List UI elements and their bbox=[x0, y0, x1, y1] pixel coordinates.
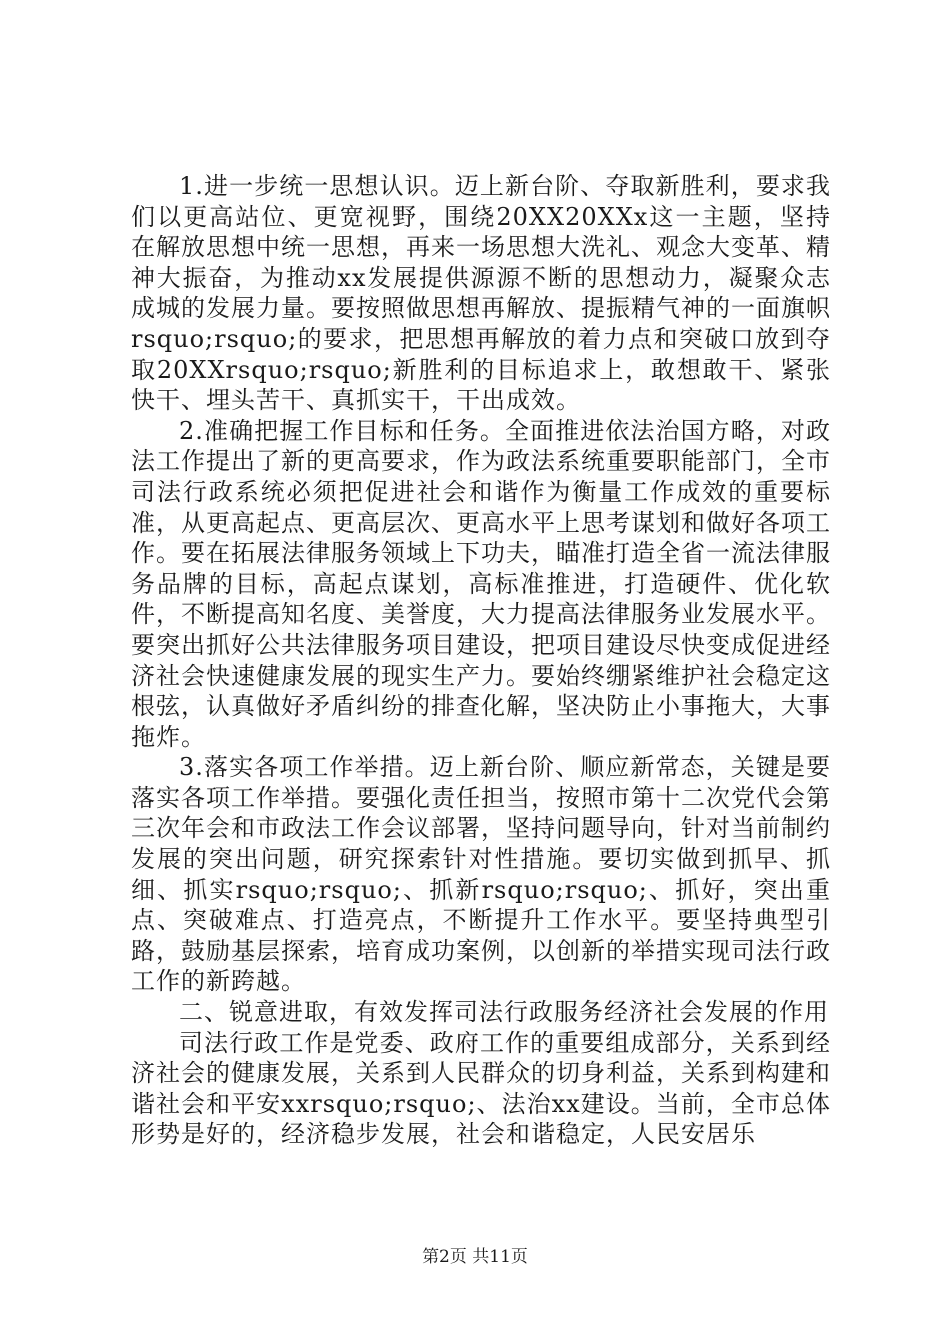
paragraph-3: 3.落实各项工作举措。迈上新台阶、顺应新常态，关键是要落实各项工作举措。要强化责任担当，按照市第十二次党代会第三次年会和市政法工作会议部署，坚持问题导向，针对当前制约发展的突出问题，研究探索针对性措施。要切实做到抓早、抓细、抓实rsquo;rsquo;、抓新rsquo;rsquo;、抓好，突出重点、突破难点、打造亮点，不断提升工作水平。要坚持典型引路，鼓励基层探索，培育成功案例，以创新的举措实现司法行政工作的新跨越。 bbox=[131, 753, 831, 996]
paragraph-2: 2.准确把握工作目标和任务。全面推进依法治国方略，对政法工作提出了新的更高要求，作为政法系统重要职能部门，全市司法行政系统必须把促进社会和谐作为衡量工作成效的重要标准，从更高起点、更高层次、更高水平上思考谋划和做好各项工作。要在拓展法律服务领域上下功夫，瞄准打造全省一流法律服务品牌的目标，高起点谋划，高标准推进，打造硬件、优化软件，不断提高知名度、美誉度，大力提高法律服务业发展水平。要突出抓好公共法律服务项目建设，把项目建设尽快变成促进经济社会快速健康发展的现实生产力。要始终绷紧维护社会稳定这根弦，认真做好矛盾纠纷的排查化解，坚决防止小事拖大，大事拖炸。 bbox=[131, 416, 831, 751]
page-number-footer: 第2页 共11页 bbox=[422, 1247, 528, 1267]
document-body bbox=[131, 171, 831, 1150]
paragraph-4: 司法行政工作是党委、政府工作的重要组成部分，关系到经济社会的健康发展，关系到人民群众的切身利益，关系到构建和谐社会和平安xxrsquo;rsquo;、法治xx建设。当前，全市总体形势是好的，经济稳步发展，社会和谐稳定，人民安居乐 bbox=[131, 1028, 831, 1149]
paragraph-1: 1.进一步统一思想认识。迈上新台阶、夺取新胜利，要求我们以更高站位、更宽视野，围绕20XX20XXx这一主题，坚持在解放思想中统一思想，再来一场思想大洗礼、观念大变革、精神大振奋，为推动xx发展提供源源不断的思想动力，凝聚众志成城的发展力量。要按照做思想再解放、提振精气神的一面旗帜rsquo;rsquo;的要求，把思想再解放的着力点和突破口放到夺取20XXrsquo;rsquo;新胜利的目标追求上，敢想敢干、紧张快干、埋头苦干、真抓实干，干出成效。 bbox=[131, 172, 831, 415]
section-heading: 二、锐意进取，有效发挥司法行政服务经济社会发展的作用 bbox=[179, 998, 829, 1027]
